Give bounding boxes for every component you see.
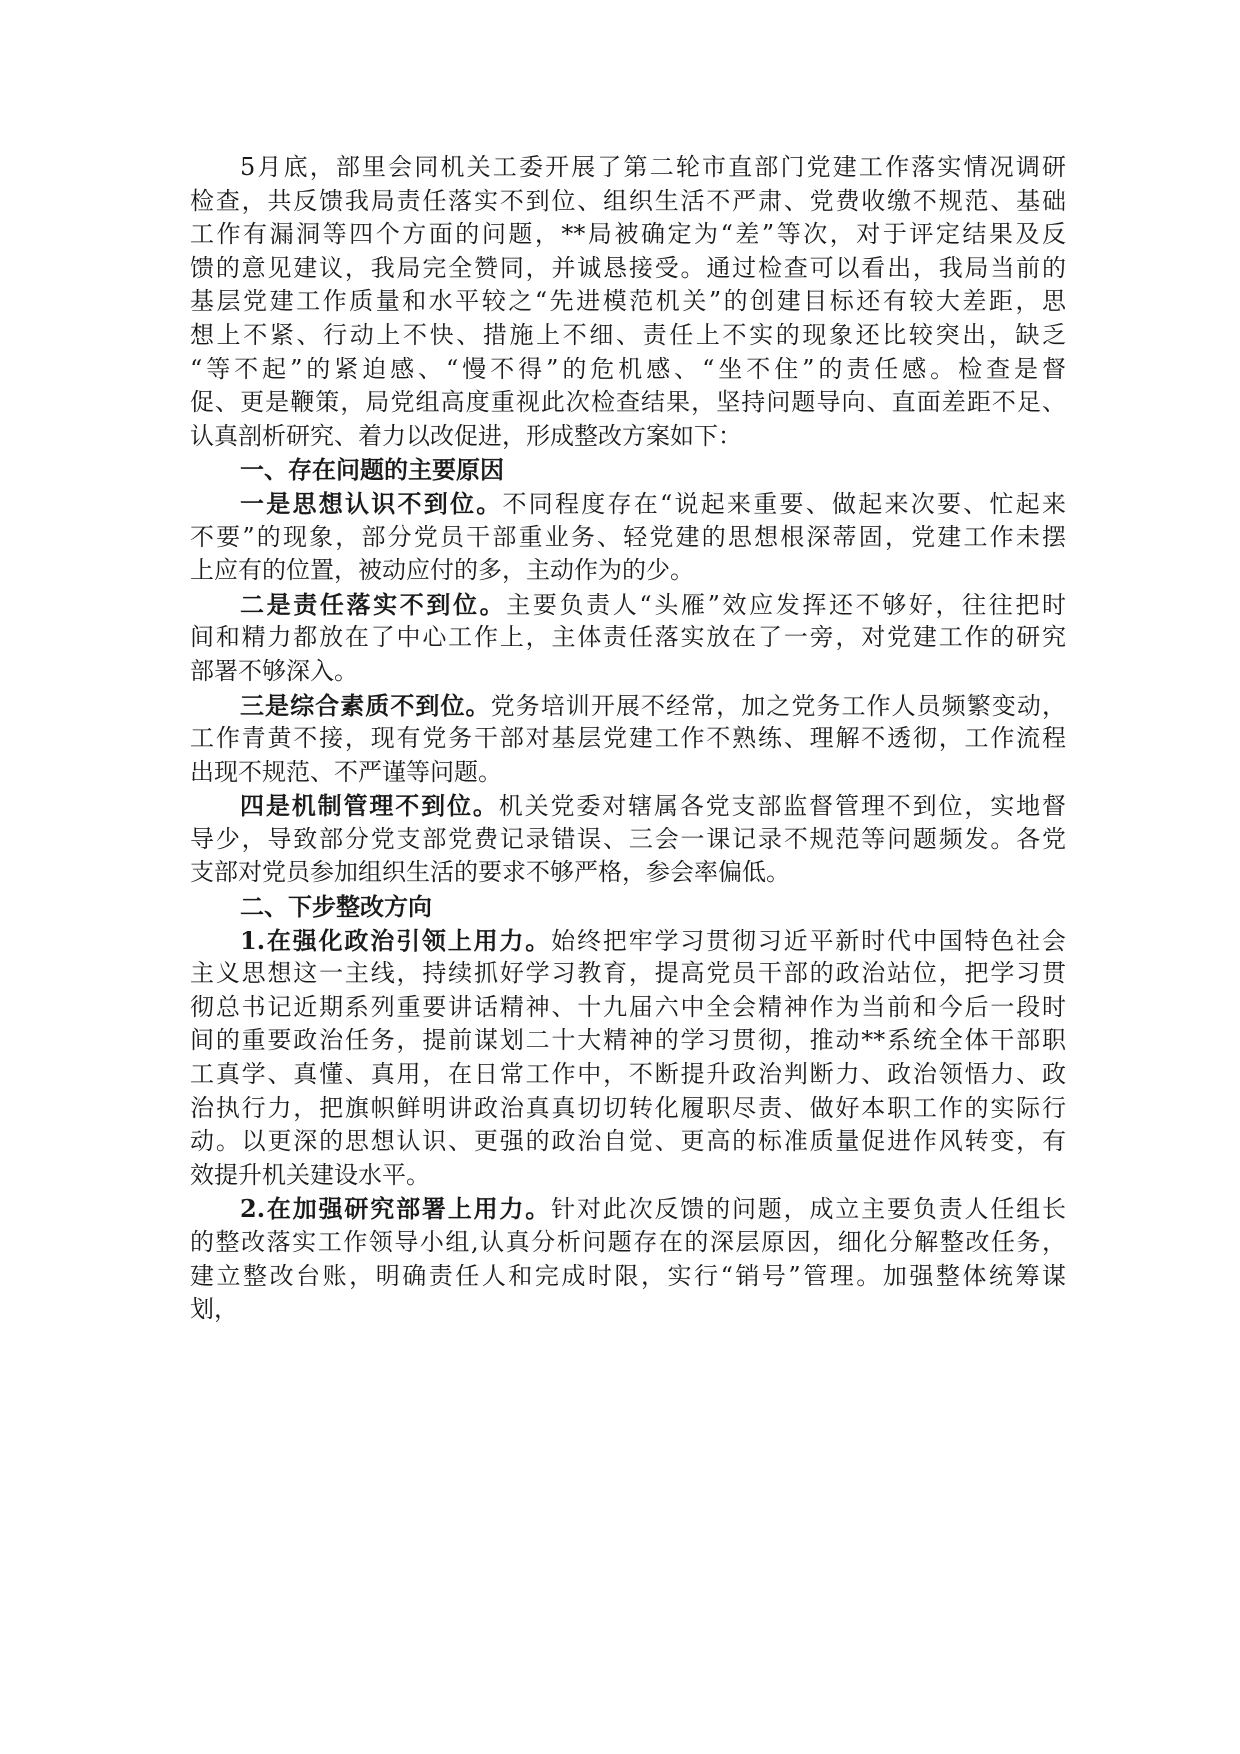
paragraph <box>190 924 1066 1193</box>
line-text: 馈的意见建议，我局完全赞同，并诚恳接受。通过检查可以看出，我局当前的 <box>190 253 1066 282</box>
text-line <box>190 1260 1066 1294</box>
text-line <box>190 789 1066 823</box>
text-line <box>190 1125 1066 1159</box>
paragraph-lead: 一是思想认识不到位。 <box>240 488 503 518</box>
text-line <box>190 521 1066 555</box>
line-text: “等不起”的紧迫感、“慢不得”的危机感、“坐不住”的责任感。检查是督 <box>190 354 1066 383</box>
line-text: 间的重要政治任务，提前谋划二十大精神的学习贯彻，推动**系统全体干部职 <box>190 1026 1066 1055</box>
line-text: 彻总书记近期系列重要讲话精神、十九届六中全会精神作为当前和今后一段时 <box>190 992 1066 1021</box>
text-line <box>190 319 1066 353</box>
line-text: 导少，导致部分党支部党费记录错误、三会一课记录不规范等问题频发。各党 <box>190 824 1066 853</box>
text-line <box>190 957 1066 991</box>
text-line <box>190 722 1066 756</box>
text-line <box>190 756 1066 790</box>
line-text: 检查，共反馈我局责任落实不到位、组织生活不严肃、党费收缴不规范、基础 <box>190 186 1066 215</box>
text-line <box>190 386 1066 420</box>
text-line <box>190 252 1066 286</box>
line-text: 间和精力都放在了中心工作上，主体责任落实放在了一旁，对党建工作的研究 <box>190 623 1066 652</box>
text-line <box>190 890 1066 924</box>
text-line <box>190 487 1066 521</box>
line-text: 建立整改台账，明确责任人和完成时限，实行“销号”管理。加强整体统筹谋 <box>190 1261 1066 1290</box>
line-text: 基层党建工作质量和水平较之“先进模范机关”的创建目标还有较大差距，思 <box>190 287 1066 316</box>
paragraph-lead: 四是机制管理不到位。 <box>240 791 499 821</box>
text-line <box>190 655 1066 689</box>
line-text: 始终把牢学习贯彻习近平新时代中国特色社会 <box>551 926 1067 955</box>
line-text: 想上不紧、行动上不快、措施上不细、责任上不实的现象还比较突出，缺乏 <box>190 320 1066 349</box>
text-line <box>190 1159 1066 1193</box>
line-text: 工真学、真懂、真用，在日常工作中，不断提升政治判断力、政治领悟力、政 <box>190 1060 1066 1089</box>
line-text: 工作有漏洞等四个方面的问题，**局被确定为“差”等次，对于评定结果及反 <box>190 220 1066 249</box>
line-text: 主要负责人“头雁”效应发挥还不够好，往往把时 <box>506 590 1066 619</box>
paragraph-lead: 1.在强化政治引领上用力。 <box>240 925 552 955</box>
line-text: 部署不够深入。 <box>190 656 358 685</box>
paragraph-lead: 三是综合素质不到位。 <box>240 690 491 720</box>
paragraph-lead: 二是责任落实不到位。 <box>240 589 507 619</box>
line-text: 动。以更深的思想认识、更强的政治自觉、更高的标准质量促进作风转变，有 <box>190 1127 1066 1156</box>
text-line <box>190 991 1066 1025</box>
paragraph <box>190 151 1066 453</box>
line-text: 党务培训开展不经常，加之党务工作人员频繁变动， <box>490 691 1066 720</box>
line-text: 主义思想这一主线，持续抓好学习教育，提高党员干部的政治站位，把学习贯 <box>190 959 1066 988</box>
line-text: 上应有的位置，被动应付的多，主动作为的少。 <box>190 556 694 585</box>
text-line <box>190 453 1066 487</box>
line-text: 工作青黄不接，现有党务干部对基层党建工作不熟练、理解不透彻，工作流程 <box>190 724 1066 753</box>
line-text: 二、下步整改方向 <box>240 892 432 922</box>
line-text: 5月底，部里会同机关工委开展了第二轮市直部门党建工作落实情况调研 <box>240 153 1066 181</box>
text-line <box>190 689 1066 723</box>
line-text: 治执行力，把旗帜鲜明讲政治真真切切转化履职尽责、做好本职工作的实际行 <box>190 1093 1066 1122</box>
line-text: 支部对党员参加组织生活的要求不够严格，参会率偏低。 <box>190 858 790 887</box>
paragraph <box>190 588 1066 689</box>
paragraph <box>190 789 1066 890</box>
line-text: 认真剖析研究、着力以改促进，形成整改方案如下： <box>190 421 742 450</box>
document-body <box>190 151 1066 1327</box>
line-text: 一、存在问题的主要原因 <box>240 455 504 485</box>
text-line <box>190 185 1066 219</box>
paragraph-lead: 2.在加强研究部署上用力。 <box>240 1194 552 1224</box>
paragraph <box>190 689 1066 790</box>
line-text: 针对此次反馈的问题，成立主要负责人任组长 <box>551 1195 1067 1224</box>
text-line <box>190 218 1066 252</box>
text-line <box>190 588 1066 622</box>
text-line <box>190 285 1066 319</box>
line-text: 不要”的现象，部分党员干部重业务、轻党建的思想根深蒂固，党建工作未摆 <box>190 522 1066 551</box>
text-line <box>190 856 1066 890</box>
line-text: 的整改落实工作领导小组,认真分析问题存在的深层原因，细化分解整改任务， <box>190 1228 1066 1256</box>
text-line <box>190 554 1066 588</box>
line-text: 划， <box>190 1295 238 1324</box>
line-text: 效提升机关建设水平。 <box>190 1160 430 1189</box>
section-heading <box>190 453 1066 487</box>
text-line <box>190 1024 1066 1058</box>
text-line <box>190 1058 1066 1092</box>
text-line <box>190 353 1066 387</box>
text-line <box>190 924 1066 958</box>
text-line <box>190 1092 1066 1126</box>
text-line <box>190 621 1066 655</box>
section-heading <box>190 890 1066 924</box>
paragraph <box>190 487 1066 588</box>
paragraph <box>190 1192 1066 1326</box>
text-line <box>190 1293 1066 1327</box>
text-line <box>190 823 1066 857</box>
text-line <box>190 1192 1066 1226</box>
line-text: 机关党委对辖属各党支部监督管理不到位，实地督 <box>498 792 1067 821</box>
line-text: 不同程度存在“说起来重要、做起来次要、忙起来 <box>502 489 1066 518</box>
text-line <box>190 151 1066 185</box>
line-text: 促、更是鞭策，局党组高度重视此次检查结果，坚持问题导向、直面差距不足、 <box>190 388 1066 417</box>
text-line <box>190 1226 1066 1260</box>
line-text: 出现不规范、不严谨等问题。 <box>190 757 502 786</box>
text-line <box>190 420 1066 454</box>
